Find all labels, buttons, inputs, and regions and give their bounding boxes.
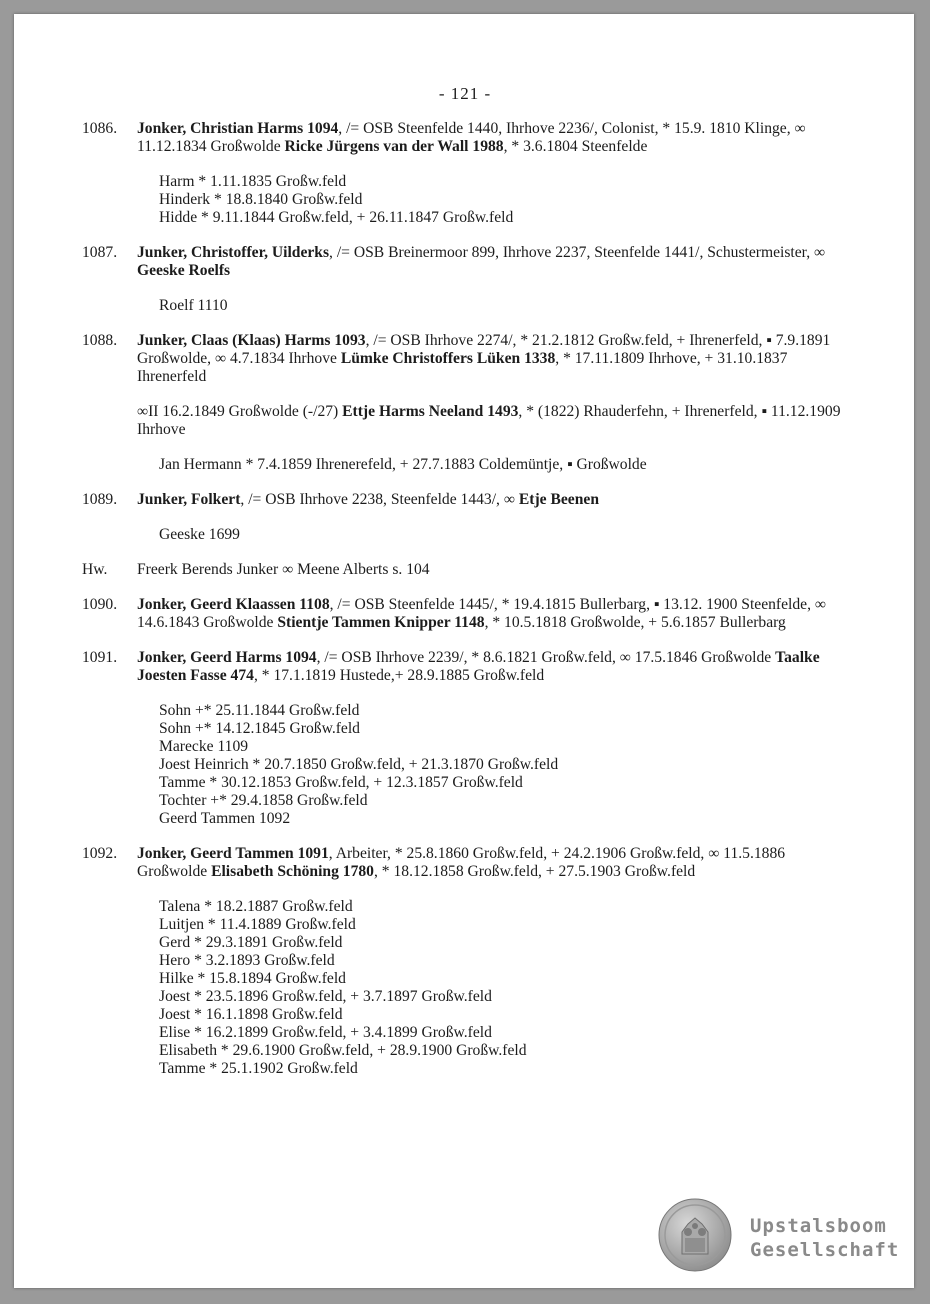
entry-head: Jonker, Geerd Tammen 1091 bbox=[137, 845, 329, 862]
entry-1090: 1090. Jonker, Geerd Klaassen 1108, /= OSB Steenfelde 1445/, * 19.4.1815 Bullerbarg, ▪ 13.12. 1900 Steenfelde, ∞ 14.6.1843 Großwolde Stientje Tammen Knipper 1148, * 10.5.1818 Großwolde, + 5.6.1857 Bullerbarg bbox=[82, 596, 826, 631]
entry-head: Junker, Folkert bbox=[137, 491, 241, 508]
list-item: Hilke * 15.8.1894 Großw.feld bbox=[159, 970, 346, 987]
spouse-name: Stientje Tammen Knipper 1148 bbox=[277, 614, 485, 631]
list-item: Tochter +* 29.4.1858 Großw.feld bbox=[159, 792, 368, 809]
list-item: Hinderk * 18.8.1840 Großw.feld bbox=[159, 191, 363, 208]
entry-head: Jonker, Geerd Harms 1094 bbox=[137, 649, 317, 666]
list-item: Geerd Tammen 1092 bbox=[159, 810, 291, 827]
children-list bbox=[159, 297, 842, 315]
entry-1088: 1088. Junker, Claas (Klaas) Harms 1093, /= OSB Ihrhove 2274/, * 21.2.1812 Großw.feld, + Ihrenerfeld, ▪ 7.9.1891 Großwolde, ∞ 4.7.1834 Ihrhove Lümke Christoffers Lüken 1338, * 17.11.1809 Ihrhove, + 31.10.1837 Ihrenerfeld ∞II 16.2.1849 Großwolde (-/27) Ettje Harms Neeland 1493, * (1822) Rhauderfehn, + Ihrenerfeld, ▪ 11.12.1909 Ihrhove Jan Hermann * 7.4.1859 Ihrenerefeld, + 27.7.1883 Coldemüntje, ▪ Großwolde bbox=[82, 332, 841, 473]
list-item: Elise * 16.2.1899 Großw.feld, + 3.4.1899 Großw.feld bbox=[159, 1024, 492, 1041]
entry-hw bbox=[82, 561, 842, 579]
list-item: Elisabeth * 29.6.1900 Großw.feld, + 28.9.1900 Großw.feld bbox=[159, 1042, 527, 1059]
page-number: - 121 - bbox=[438, 84, 492, 103]
entry-head: Junker, Christoffer, Uilderks bbox=[137, 244, 330, 261]
list-item: Roelf 1110 bbox=[159, 297, 228, 314]
children-list bbox=[159, 456, 842, 474]
seal-icon bbox=[658, 1198, 732, 1272]
spouse-name: Elisabeth Schöning 1780 bbox=[211, 863, 374, 880]
genealogy-entries bbox=[82, 120, 842, 1095]
list-item: Luitjen * 11.4.1889 Großw.feld bbox=[159, 916, 356, 933]
spouse-name: Ricke Jürgens van der Wall 1988 bbox=[284, 138, 504, 155]
entry-head: Junker, Claas (Klaas) Harms 1093 bbox=[137, 332, 366, 349]
entry-number: 1088. bbox=[82, 332, 118, 349]
children-list bbox=[159, 702, 842, 828]
list-item: Sohn +* 25.11.1844 Großw.feld bbox=[159, 702, 360, 719]
list-item: Tamme * 25.1.1902 Großw.feld bbox=[159, 1060, 358, 1077]
entry-1087: 1087. Junker, Christoffer, Uilderks, /= OSB Breinermoor 899, Ihrhove 2237, Steenfelde 1441/, Schustermeister, ∞ Geeske Roelfs Roelf 1110 bbox=[82, 244, 842, 315]
list-item: Talena * 18.2.1887 Großw.feld bbox=[159, 898, 353, 915]
list-item: Tamme * 30.12.1853 Großw.feld, + 12.3.1857 Großw.feld bbox=[159, 774, 523, 791]
entry-number: 1089. bbox=[82, 491, 118, 508]
list-item: Marecke 1109 bbox=[159, 738, 249, 755]
society-line-1: Upstalsboom bbox=[750, 1215, 887, 1237]
list-item: Sohn +* 14.12.1845 Großw.feld bbox=[159, 720, 360, 737]
list-item: Joest Heinrich * 20.7.1850 Großw.feld, + 21.3.1870 Großw.feld bbox=[159, 756, 559, 773]
list-item: Hero * 3.2.1893 Großw.feld bbox=[159, 952, 335, 969]
entry-1091: 1091. Jonker, Geerd Harms 1094, /= OSB Ihrhove 2239/, * 8.6.1821 Großw.feld, ∞ 17.5.1846 Großwolde Taalke Joesten Fasse 474, * 17.1.1819 Hustede,+ 28.9.1885 Großw.feld Sohn +* 25.11.1844 Großw.feld Sohn +* 14.12.1845 Großw.feld Marecke 1109 Joest Heinrich * 20.7.1850 Großw.feld, + 21.3.1870 Großw.feld Tamme * 30.12.1853 Großw.feld, + 12.3.1857 Großw.feld Tochter +* 29.4.1858 Großw.feld Geerd Tammen 1092 bbox=[82, 649, 842, 828]
second-marriage: ∞II 16.2.1849 Großwolde (-/27) Ettje Harms Neeland 1493, * (1822) Rhauderfehn, + Ihrenerfeld, ▪ 11.12.1909 Ihrhove bbox=[137, 403, 841, 438]
children-list bbox=[159, 526, 842, 544]
society-name bbox=[750, 1214, 899, 1262]
entry-number: 1092. bbox=[82, 845, 118, 862]
entry-number: 1090. bbox=[82, 596, 118, 613]
list-item: Geeske 1699 bbox=[159, 526, 240, 543]
spouse-name: Taalke Joesten Fasse 474 bbox=[137, 649, 820, 684]
spouse-name: Lümke Christoffers Lüken 1338 bbox=[340, 350, 556, 367]
children-list bbox=[159, 173, 842, 227]
list-item: Jan Hermann * 7.4.1859 Ihrenerefeld, + 27.7.1883 Coldemüntje, ▪ Großwolde bbox=[159, 456, 647, 473]
spouse-name: Geeske Roelfs bbox=[137, 262, 231, 279]
entry-1092: 1092. Jonker, Geerd Tammen 1091, Arbeiter, * 25.8.1860 Großw.feld, + 24.2.1906 Großw.feld, ∞ 11.5.1886 Großwolde Elisabeth Schöning 1780, * 18.12.1858 Großw.feld, + 27.5.1903 Großw.feld Talena * 18.2.1887 Großw.feld Luitjen * 11.4.1889 Großw.feld Gerd * 29.3.1891 Großw.feld Hero * 3.2.1893 Großw.feld Hilke * 15.8.1894 Großw.feld Joest * 23.5.1896 Großw.feld, + 3.7.1897 Großw.feld Joest * 16.1.1898 Großw.feld Elise * 16.2.1899 Großw.feld, + 3.4.1899 Großw.feld Elisabeth * 29.6.1900 Großw.feld, + 28.9.1900 Großw.feld Tamme * 25.1.1902 Großw.feld bbox=[82, 845, 842, 1078]
entry-head: Jonker, Geerd Klaassen 1108 bbox=[137, 596, 330, 613]
list-item: Joest * 16.1.1898 Großw.feld bbox=[159, 1006, 343, 1023]
list-item: Joest * 23.5.1896 Großw.feld, + 3.7.1897 Großw.feld bbox=[159, 988, 492, 1005]
entry-number: 1087. bbox=[82, 244, 118, 261]
cross-reference: Freerk Berends Junker ∞ Meene Alberts s. 104 bbox=[137, 561, 430, 578]
children-list bbox=[159, 898, 842, 1078]
entry-number: 1091. bbox=[82, 649, 118, 666]
spouse-name: Ettje Harms Neeland 1493 bbox=[342, 403, 519, 420]
entry-1089: 1089. Junker, Folkert, /= OSB Ihrhove 2238, Steenfelde 1443/, ∞ Etje Beenen Geeske 1699 bbox=[82, 491, 842, 544]
spouse-name: Etje Beenen bbox=[518, 491, 599, 508]
list-item: Hidde * 9.11.1844 Großw.feld, + 26.11.1847 Großw.feld bbox=[159, 209, 514, 226]
entry-number: Hw. bbox=[82, 561, 108, 578]
entry-head: Jonker, Christian Harms 1094 bbox=[137, 120, 339, 137]
entry-1086: 1086. Jonker, Christian Harms 1094, /= OSB Steenfelde 1440, Ihrhove 2236/, Colonist, * 15.9. 1810 Klinge, ∞ 11.12.1834 Großwolde Ricke Jürgens van der Wall 1988, * 3.6.1804 Steenfelde Harm * 1.11.1835 Großw.feld Hinderk * 18.8.1840 Großw.feld Hidde * 9.11.1844 Großw.feld, + 26.11.1847 Großw.feld bbox=[82, 120, 842, 227]
society-line-2: Gesellschaft bbox=[750, 1239, 900, 1261]
list-item: Gerd * 29.3.1891 Großw.feld bbox=[159, 934, 343, 951]
list-item: Harm * 1.11.1835 Großw.feld bbox=[159, 173, 347, 190]
entry-number: 1086. bbox=[82, 120, 118, 137]
